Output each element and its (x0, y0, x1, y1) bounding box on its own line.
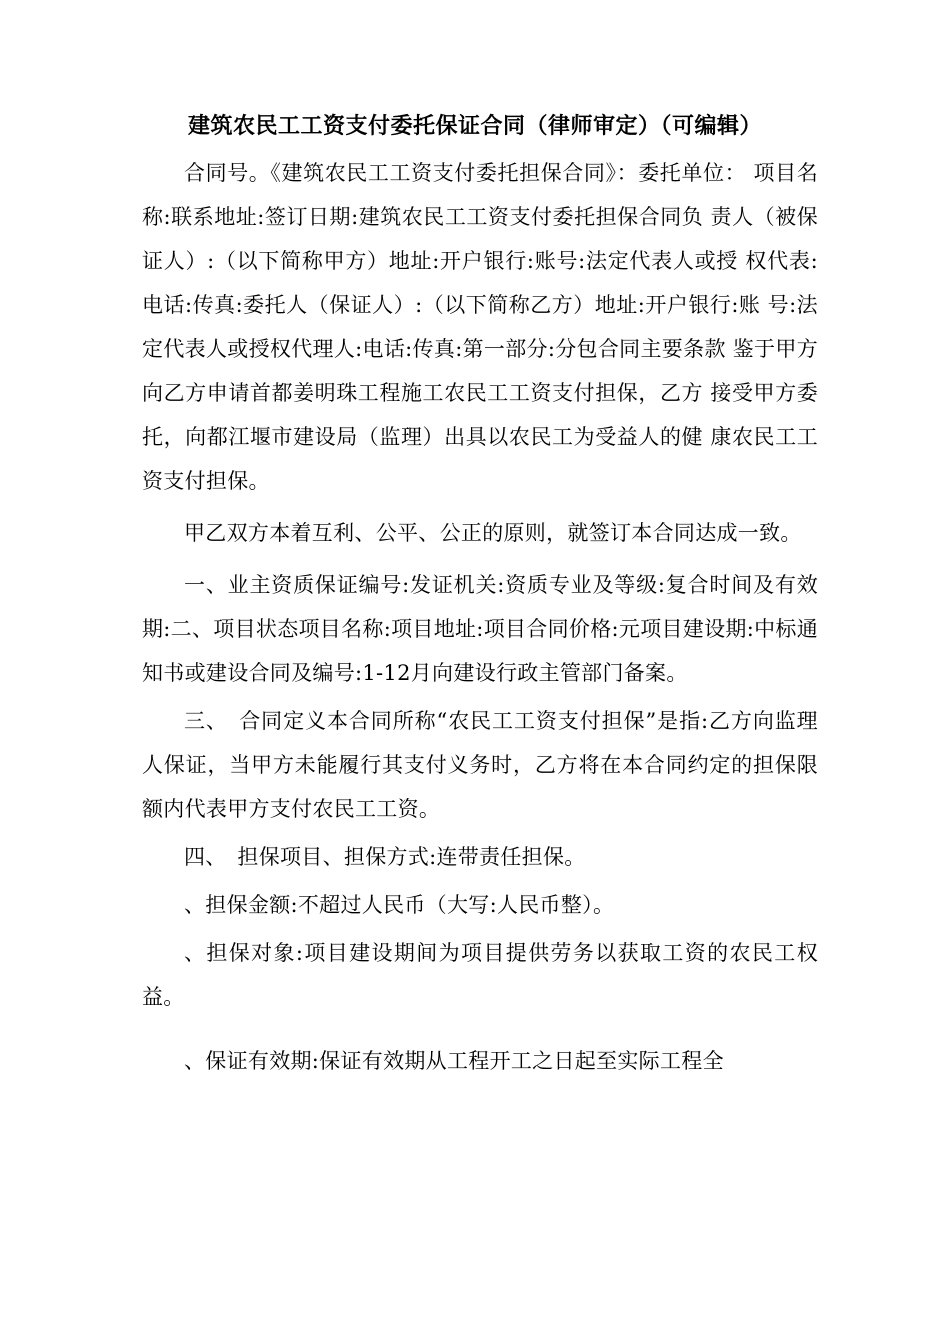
paragraph-qualification-project: 一、业主资质保证编号:发证机关:资质专业及等级:复合时间及有效期:二、项目状态项目名称:项目地址:项目合同价格:元项目建设期:中标通知书或建设合同及编号:1-12月向建设行政主管部门备案。 (142, 573, 818, 685)
paragraph-guarantee-amount: 、担保金额:不超过人民币（大写:人民币整）。 (184, 893, 615, 917)
paragraph-principles: 甲乙双方本着互利、公平、公正的原则，就签订本合同达成一致。 (184, 521, 802, 545)
document-body (142, 151, 818, 1083)
paragraph-validity-period: 、保证有效期:保证有效期从工程开工之日起至实际工程全 (184, 1049, 724, 1073)
paragraph-contract-intro: 合同号。《建筑农民工工资支付委托担保合同》：委托单位： 项目名称:联系地址:签订日期:建筑农民工工资支付委托担保合同负 责人（被保证人）:（以下简称甲方）地址:开户银行:账号:法定代表人或授 权代表:电话:传真:委托人（保证人）:（以下简称乙方）地址:开户银行:账 号:法定代表人或授权代理人:电话:传真:第一部分:分包合同主要条款 鉴于甲方向乙方申请首都姜明珠工程施工农民工工资支付担保，乙方 接受甲方委托，向都江堰市建设局（监理）出具以农民工为受益人的健 康农民工工资支付担保。 (142, 161, 818, 493)
document-title: 建筑农民工工资支付委托保证合同（律师审定）（可编辑） (187, 113, 762, 139)
paragraph-guarantee-method: 四、 担保项目、担保方式:连带责任担保。 (184, 845, 586, 869)
paragraph-guarantee-object: 、担保对象:项目建设期间为项目提供劳务以获取工资的农民工权益。 (142, 941, 818, 1009)
paragraph-definition: 三、 合同定义本合同所称“农民工工资支付担保”是指:乙方向监理人保证，当甲方未能履行其支付义务时，乙方将在本合同约定的担保限额内代表甲方支付农民工工资。 (142, 709, 818, 821)
